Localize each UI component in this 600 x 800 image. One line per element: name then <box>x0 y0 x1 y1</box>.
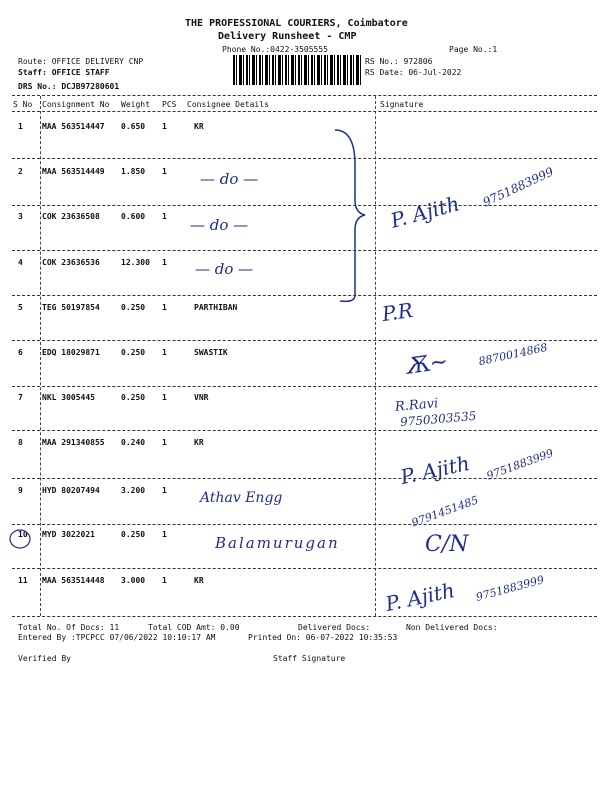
row-divider <box>12 430 597 431</box>
row-divider <box>12 295 597 296</box>
signature-phone: 9751883999 <box>474 573 546 604</box>
drs-number: DRS No.: DCJB97280601 <box>18 82 120 91</box>
cell-pcs: 1 <box>162 212 167 221</box>
header-rule-bottom <box>12 111 597 112</box>
cell-cn: NKL 3005445 <box>42 393 95 402</box>
cell-cn: EDQ 18029871 <box>42 348 100 357</box>
cell-sno: 4 <box>18 258 23 267</box>
company-name: THE PROFESSIONAL COURIERS, Coimbatore <box>185 18 408 29</box>
runsheet-title: Delivery Runsheet - CMP <box>218 31 357 42</box>
cell-cn: TEG 50197854 <box>42 303 100 312</box>
cell-consignee: KR <box>194 438 204 447</box>
cell-pcs: 1 <box>162 167 167 176</box>
col-signature: Signature <box>380 100 424 109</box>
non-delivered-docs: Non Delivered Docs: <box>406 623 498 632</box>
cell-pcs: 1 <box>162 438 167 447</box>
cell-wt: 0.650 <box>121 122 146 131</box>
header-rule-top <box>12 95 597 96</box>
cod-amount: Total COD Amt: 0.00 <box>148 623 240 632</box>
cell-consignee: KR <box>194 576 204 585</box>
cell-consignee: PARTHIBAN <box>194 303 238 312</box>
staff: Staff: OFFICE STAFF <box>18 68 110 77</box>
cell-pcs: 1 <box>162 530 167 539</box>
cell-pcs: 1 <box>162 576 167 585</box>
cell-pcs: 1 <box>162 348 167 357</box>
cell-wt: 0.250 <box>121 348 146 357</box>
cell-cn: MAA 563514449 <box>42 167 105 176</box>
cell-pcs: 1 <box>162 393 167 402</box>
cell-sno: 2 <box>18 167 23 176</box>
rs-number: RS No.: 972806 <box>365 57 433 66</box>
signature-phone: 9751883999 <box>484 446 556 483</box>
cell-cn: COK 23636508 <box>42 212 100 221</box>
row-divider <box>12 250 597 251</box>
cell-wt: 0.240 <box>121 438 146 447</box>
barcode-image <box>233 55 361 85</box>
cell-pcs: 1 <box>162 258 167 267</box>
row-divider <box>12 386 597 387</box>
col-consignee: Consignee Details <box>187 100 269 109</box>
ditto-mark: — do — <box>200 170 259 188</box>
col-pcs: PCS <box>162 100 177 109</box>
verified-by: Verified By <box>18 654 71 663</box>
page-number: Page No.:1 <box>449 45 498 54</box>
row-divider <box>12 568 597 569</box>
col-consignment: Consignment No <box>42 100 110 109</box>
ditto-mark: — do — <box>190 216 249 234</box>
cell-pcs: 1 <box>162 122 167 131</box>
cell-wt: 0.250 <box>121 530 146 539</box>
cell-wt: 12.300 <box>121 258 150 267</box>
cell-sno: 6 <box>18 348 23 357</box>
cell-pcs: 1 <box>162 486 167 495</box>
cell-cn: MAA 291340855 <box>42 438 105 447</box>
ditto-mark: — do — <box>195 260 254 278</box>
signature-phone: 9750303535 <box>399 408 477 430</box>
cell-wt: 0.250 <box>121 393 146 402</box>
cell-consignee: SWASTIK <box>194 348 228 357</box>
signature: P.R <box>380 297 415 327</box>
cell-cn: HYD 80207494 <box>42 486 100 495</box>
handwritten-consignee: Athav Engg <box>200 490 283 506</box>
signature-phone: 8870014868 <box>477 340 549 369</box>
col-weight: Weight <box>121 100 150 109</box>
circle-mark <box>8 528 32 550</box>
signature: C/N <box>425 532 469 557</box>
signature-phone: 9751883999 <box>480 164 556 210</box>
cell-sno: 11 <box>18 576 28 585</box>
delivered-docs: Delivered Docs: <box>298 623 371 632</box>
cell-wt: 0.250 <box>121 303 146 312</box>
row-divider <box>12 524 597 525</box>
brace-mark <box>330 125 370 305</box>
footer-rule <box>12 616 597 617</box>
signature: P. Ajith <box>398 450 472 490</box>
route: Route: OFFICE DELIVERY CNP <box>18 57 144 66</box>
handwritten-consignee: Balamurugan <box>215 534 340 552</box>
cell-cn: MYD 3022021 <box>42 530 95 539</box>
cell-consignee: KR <box>194 122 204 131</box>
rs-date: RS Date: 06-Jul-2022 <box>365 68 462 77</box>
phone-number: Phone No.:0422-3505555 <box>222 45 328 54</box>
signature: P. Ajith <box>388 191 462 233</box>
cell-sno: 1 <box>18 122 23 131</box>
signature-phone: 9791451485 <box>409 493 481 530</box>
cell-consignee: VNR <box>194 393 209 402</box>
cell-sno: 5 <box>18 303 23 312</box>
signature: R.Ravi <box>394 396 439 415</box>
cell-cn: COK 23636536 <box>42 258 100 267</box>
signature: P. Ajith <box>383 577 457 617</box>
col-sno: S No <box>13 100 33 109</box>
cell-cn: MAA 563514448 <box>42 576 105 585</box>
row-divider <box>12 478 597 479</box>
row-divider <box>12 340 597 341</box>
cell-wt: 3.000 <box>121 576 146 585</box>
staff-signature: Staff Signature <box>273 654 346 663</box>
signature-scribble: Ѫ~ <box>403 349 450 380</box>
total-docs: Total No. Of Docs: 11 <box>18 623 120 632</box>
printed-on: Printed On: 06-07-2022 10:35:53 <box>248 633 398 642</box>
row-divider <box>12 205 597 206</box>
cell-cn: MAA 563514447 <box>42 122 105 131</box>
col-divider-1 <box>40 96 41 616</box>
cell-sno: 3 <box>18 212 23 221</box>
cell-wt: 0.600 <box>121 212 146 221</box>
cell-sno: 7 <box>18 393 23 402</box>
entered-by: Entered By :TPCPCC 07/06/2022 10:10:17 AM <box>18 633 216 642</box>
cell-pcs: 1 <box>162 303 167 312</box>
row-divider <box>12 158 597 159</box>
cell-wt: 3.200 <box>121 486 146 495</box>
col-divider-2 <box>375 96 376 616</box>
cell-sno: 8 <box>18 438 23 447</box>
cell-sno: 9 <box>18 486 23 495</box>
cell-sno: 10 <box>18 530 28 539</box>
cell-wt: 1.850 <box>121 167 146 176</box>
